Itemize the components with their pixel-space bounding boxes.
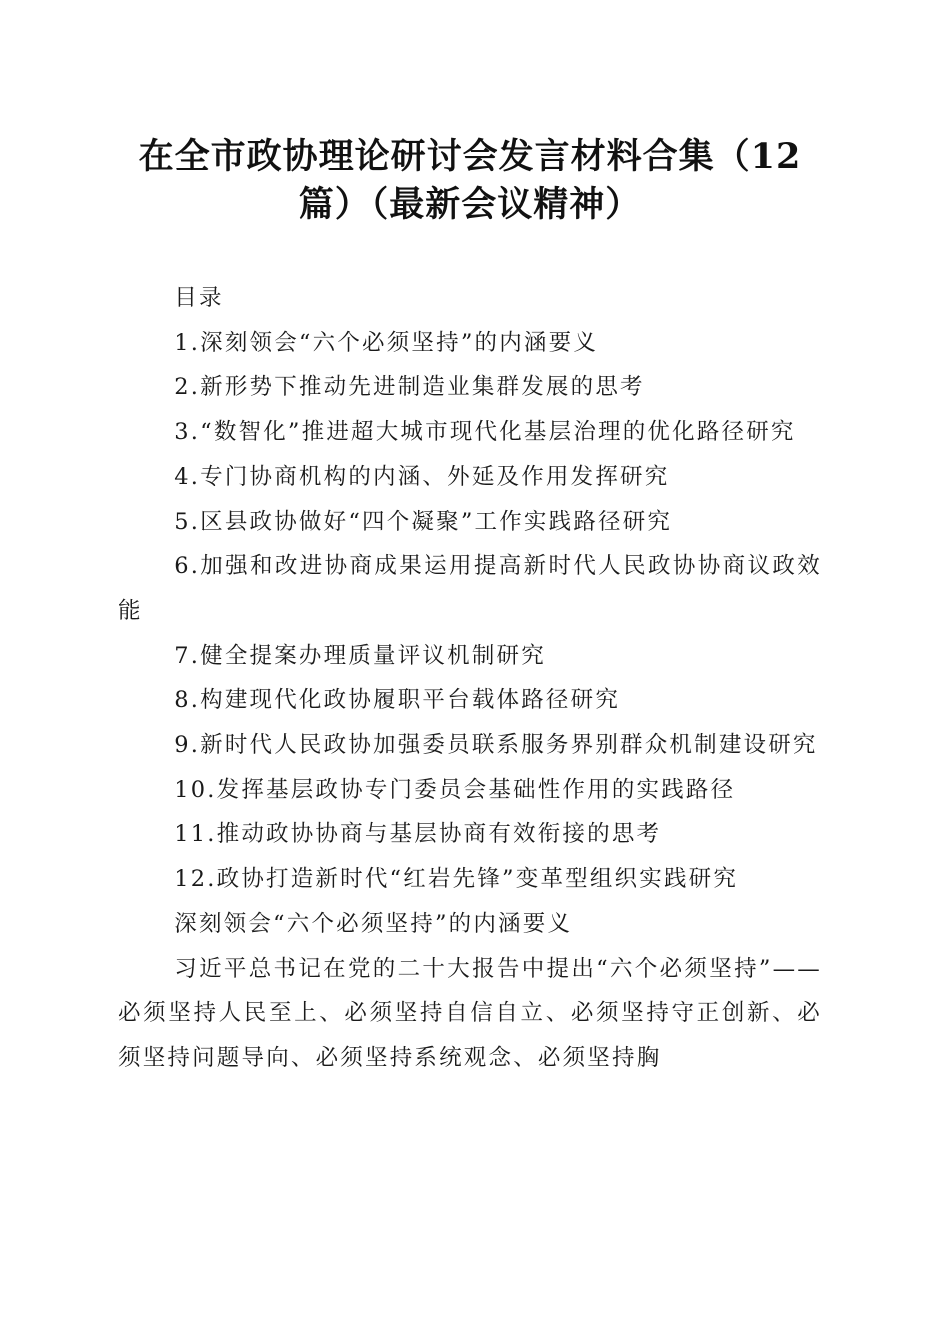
table-of-contents (118, 321, 822, 902)
toc-item-3: 3.“数智化”推进超大城市现代化基层治理的优化路径研究 (174, 419, 796, 446)
toc-item-1: 1.深刻领会“六个必须坚持”的内涵要义 (174, 329, 599, 356)
toc-item-5: 5.区县政协做好“四个凝聚”工作实践路径研究 (174, 508, 673, 535)
toc-item-11: 11.推动政协协商与基层协商有效衔接的思考 (174, 821, 662, 848)
toc-item-6: 6.加强和改进协商成果运用提高新时代人民政协协商议政效能 (118, 553, 822, 624)
toc-item-7: 7.健全提案办理质量评议机制研究 (174, 642, 546, 669)
section-heading: 深刻领会“六个必须坚持”的内涵要义 (174, 910, 573, 937)
toc-item-4: 4.专门协商机构的内涵、外延及作用发挥研究 (174, 463, 670, 490)
toc-item-8: 8.构建现代化政协履职平台载体路径研究 (174, 687, 621, 714)
toc-item-10: 10.发挥基层政协专门委员会基础性作用的实践路径 (174, 776, 736, 803)
body-paragraph: 习近平总书记在党的二十大报告中提出“六个必须坚持”——必须坚持人民至上、必须坚持自信自立、必须坚持守正创新、必须坚持问题导向、必须坚持系统观念、必须坚持胸 (118, 955, 822, 1071)
toc-heading: 目录 (174, 285, 224, 311)
toc-item-9: 9.新时代人民政协加强委员联系服务界别群众机制建设研究 (174, 732, 818, 759)
document-title: 在全市政协理论研讨会发言材料合集（12篇）（最新会议精神） (138, 136, 802, 225)
toc-item-12: 12.政协打造新时代“红岩先锋”变革型组织实践研究 (174, 866, 739, 893)
document-body (118, 276, 822, 1081)
toc-item-2: 2.新形势下推动先进制造业集群发展的思考 (174, 374, 645, 401)
